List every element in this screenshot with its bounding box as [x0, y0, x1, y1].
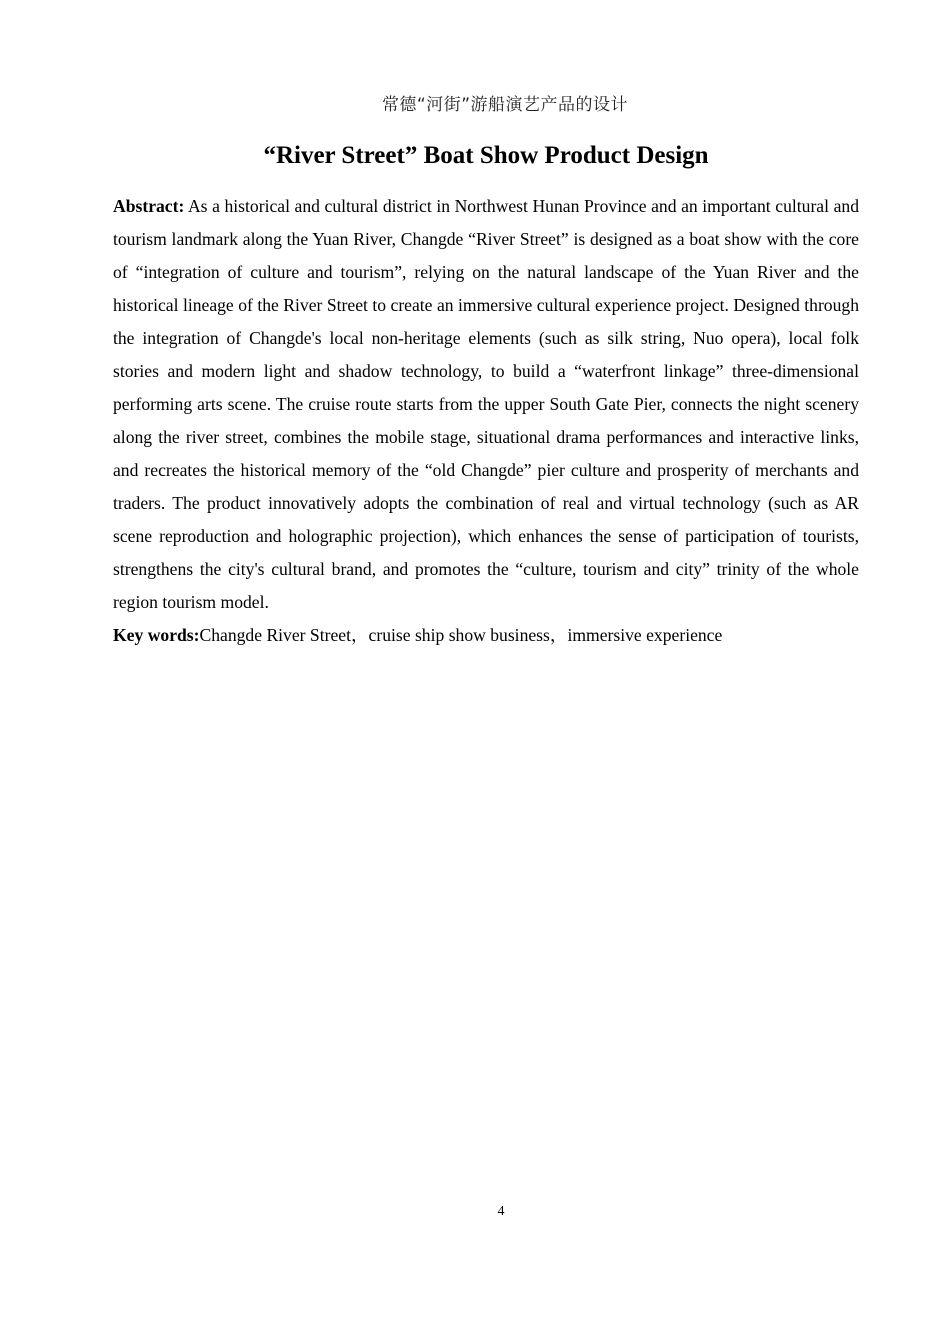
keywords-paragraph	[113, 619, 859, 652]
abstract-text: As a historical and cultural district in Northwest Hunan Province and an important cultural and tourism landmark along the Yuan River, Changde “River Street” is designed as a boat show with the core of “integration of culture and tourism”, relying on the natural landscape of the Yuan River and the historical lineage of the River Street to create an immersive cultural experience project. Designed through the integration of Changde's local non-heritage elements (such as silk string, Nuo opera), local folk stories and modern light and shadow technology, to build a “waterfront linkage” three-dimensional performing arts scene. The cruise route starts from the upper South Gate Pier, connects the night scenery along the river street, combines the mobile stage, situational drama performances and interactive links, and recreates the historical memory of the “old Changde” pier culture and prosperity of merchants and traders. The product innovatively adopts the combination of real and virtual technology (such as AR scene reproduction and holographic projection), which enhances the sense of participation of tourists, strengthens the city's cultural brand, and promotes the “culture, tourism and city” trinity of the whole region tourism model.	[113, 196, 859, 612]
abstract-paragraph	[113, 190, 859, 619]
abstract-label: Abstract:	[113, 196, 185, 216]
keywords-text: Changde River Street，cruise ship show business，immersive experience	[199, 625, 723, 645]
keywords-label: Key words:	[113, 625, 200, 645]
abstract-section	[113, 190, 859, 652]
document-title: “River Street” Boat Show Product Design	[263, 142, 709, 169]
running-header: 常德“河街”游船演艺产品的设计	[381, 95, 629, 115]
page-number: 4	[497, 1204, 505, 1219]
